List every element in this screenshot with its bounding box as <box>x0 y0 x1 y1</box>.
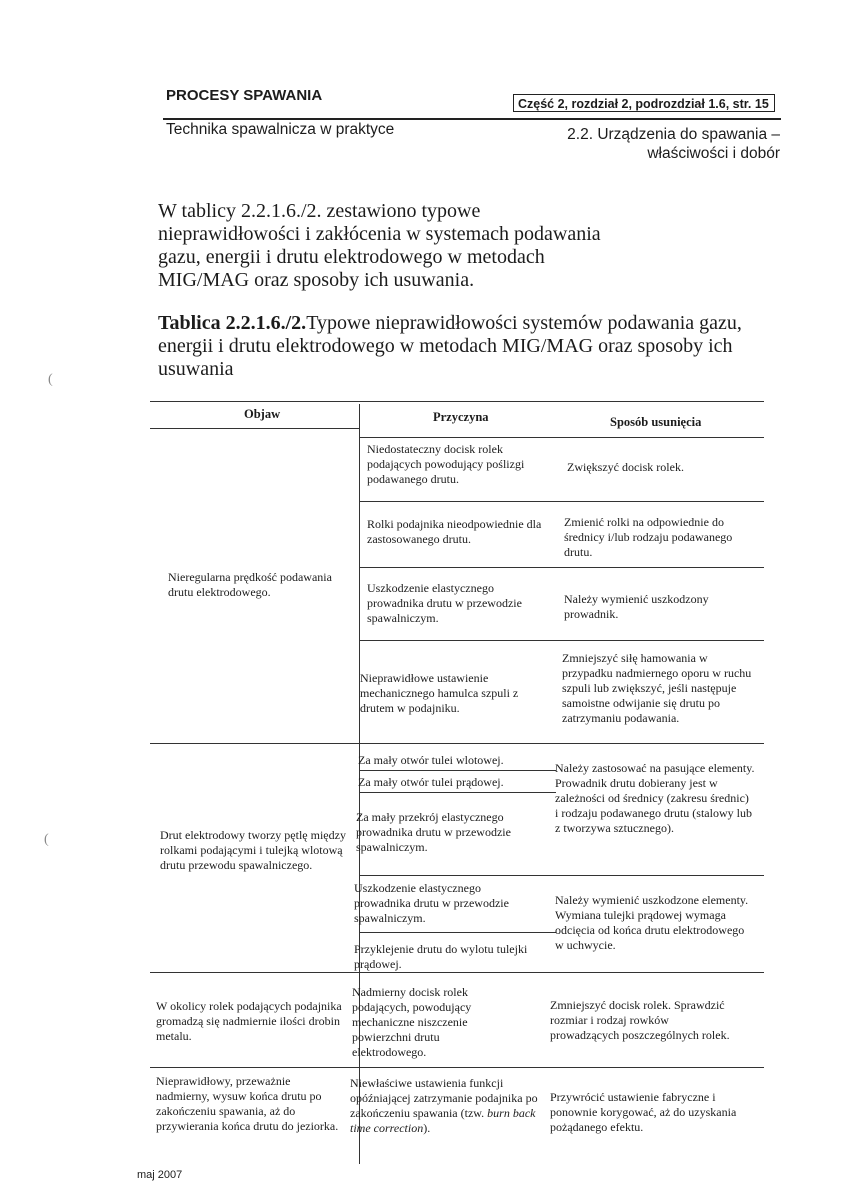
row-rule <box>360 770 556 771</box>
header-sposob: Sposób usunięcia <box>610 415 702 429</box>
remedy-cell: Zwiększyć docisk rolek. <box>567 460 684 474</box>
remedy-cell: Należy zastosować na pasujące elementy. Prowadnik drutu dobierany jest w zależności od średnicy (zakresu średnic) i rodzaju podawanego drutu (stalowy lub z tworzywa sztucznego). <box>555 761 755 835</box>
table-caption-label: Tablica 2.2.1.6./2. <box>158 312 307 334</box>
row-rule <box>360 792 556 793</box>
cause-cell: Nadmierny docisk rolek podających, powodujący mechaniczne niszczenie powierzchni drutu elektrodowego. <box>352 985 472 1059</box>
remedy-cell: Zmniejszyć docisk rolek. Sprawdzić rozmiar i rodzaj rowków prowadzących poszczególnych rolek. <box>550 998 730 1042</box>
row-rule <box>360 640 764 641</box>
footer-date: maj 2007 <box>137 1169 183 1181</box>
table-header-rule <box>360 437 764 438</box>
row-rule <box>360 875 764 876</box>
row-rule <box>360 567 764 568</box>
remedy-cell: Należy wymienić uszkodzone elementy. Wymiana tulejki prądowej wymaga odcięcia od końca drutu elektrodowego w uchwycie. <box>555 893 749 952</box>
header-objaw: Objaw <box>244 407 281 421</box>
table-caption <box>158 312 778 381</box>
symptom-cell: W okolicy rolek podających podajnika gromadzą się nadmiernie ilości drobin metalu. <box>156 999 342 1043</box>
row-rule <box>360 932 556 933</box>
running-subtitle: Technika spawalnicza w praktyce <box>166 121 395 138</box>
section-title-line-2: właściwości i dobór <box>647 145 780 162</box>
cause-cell: Za mały otwór tulei prądowej. <box>358 775 504 789</box>
cause-cell: Rolki podajnika nieodpowiednie dla zastosowanego drutu. <box>367 517 542 546</box>
header-przyczyna: Przyczyna <box>433 410 489 424</box>
margin-mark: ( <box>44 832 49 847</box>
chapter-reference-box: Część 2, rozdział 2, podrozdział 1.6, str. 15 <box>513 94 775 112</box>
symptom-cell: Nieregularna prędkość podawania drutu elektrodowego. <box>168 570 332 599</box>
margin-mark: ( <box>48 372 53 387</box>
section-title-line-1: 2.2. Urządzenia do spawania – <box>567 126 780 143</box>
cause-cell: Uszkodzenie elastycznego prowadnika drutu w przewodzie spawalniczym. <box>354 881 509 925</box>
remedy-cell: Zmniejszyć siłę hamowania w przypadku nadmiernego oporu w ruchu szpuli lub zwiększyć, jeśli następuje samoistne odwijanie się drutu po zatrzymaniu podawania. <box>562 651 752 725</box>
running-title: PROCESY SPAWANIA <box>166 87 323 104</box>
cause-cell: Za mały otwór tulei wlotowej. <box>358 753 504 767</box>
cause-cell: Za mały przekrój elastycznego prowadnika drutu w przewodzie spawalniczym. <box>356 810 511 854</box>
row-rule <box>360 501 764 502</box>
symptom-cell: Nieprawidłowy, przeważnie nadmierny, wysuw końca drutu po zakończeniu spawania, aż do przywierania końca drutu do jeziorka. <box>156 1074 339 1133</box>
header-rule <box>163 118 781 120</box>
cause-cell: Niedostateczny docisk rolek podających powodujący poślizgi podawanego drutu. <box>367 442 525 486</box>
table-top-rule <box>150 401 764 402</box>
cause-italic-term: burn back time correction <box>350 1106 536 1135</box>
intro-paragraph: W tablicy 2.2.1.6./2. zestawiono typowe nieprawidłowości i zakłócenia w systemach podawania gazu, energii i drutu elektrodowego w metodach MIG/MAG oraz sposoby ich usuwania. <box>158 200 601 291</box>
remedy-cell: Należy wymienić uszkodzony prowadnik. <box>564 592 709 621</box>
group-rule <box>150 972 764 973</box>
cause-cell: Niewłaściwe ustawienia funkcji opóźniającej zatrzymanie podajnika po zakończeniu spawania (tzw. burn back time correction). <box>350 1076 538 1135</box>
section-title <box>520 125 780 163</box>
table-header-rule-left <box>150 428 360 429</box>
cause-cell: Uszkodzenie elastycznego prowadnika drutu w przewodzie spawalniczym. <box>367 581 522 625</box>
group-rule <box>150 743 764 744</box>
symptom-cell: Drut elektrodowy tworzy pętlę między rolkami podającymi i tulejką wlotową drutu przewodu spawalniczego. <box>160 828 346 872</box>
remedy-cell: Zmienić rolki na odpowiednie do średnicy i/lub rodzaju podawanego drutu. <box>564 515 733 559</box>
group-rule <box>150 1067 764 1068</box>
table-caption-text: Typowe nieprawidłowości systemów podawania gazu, energii i drutu elektrodowego w metodach MIG/MAG oraz sposoby ich usuwania <box>158 312 742 380</box>
cause-cell: Nieprawidłowe ustawienie mechanicznego hamulca szpuli z drutem w podajniku. <box>360 671 519 715</box>
remedy-cell: Przywrócić ustawienie fabryczne i ponownie korygować, aż do uzyskania pożądanego efektu. <box>550 1090 737 1134</box>
cause-cell: Przyklejenie drutu do wylotu tulejki prądowej. <box>354 942 528 971</box>
